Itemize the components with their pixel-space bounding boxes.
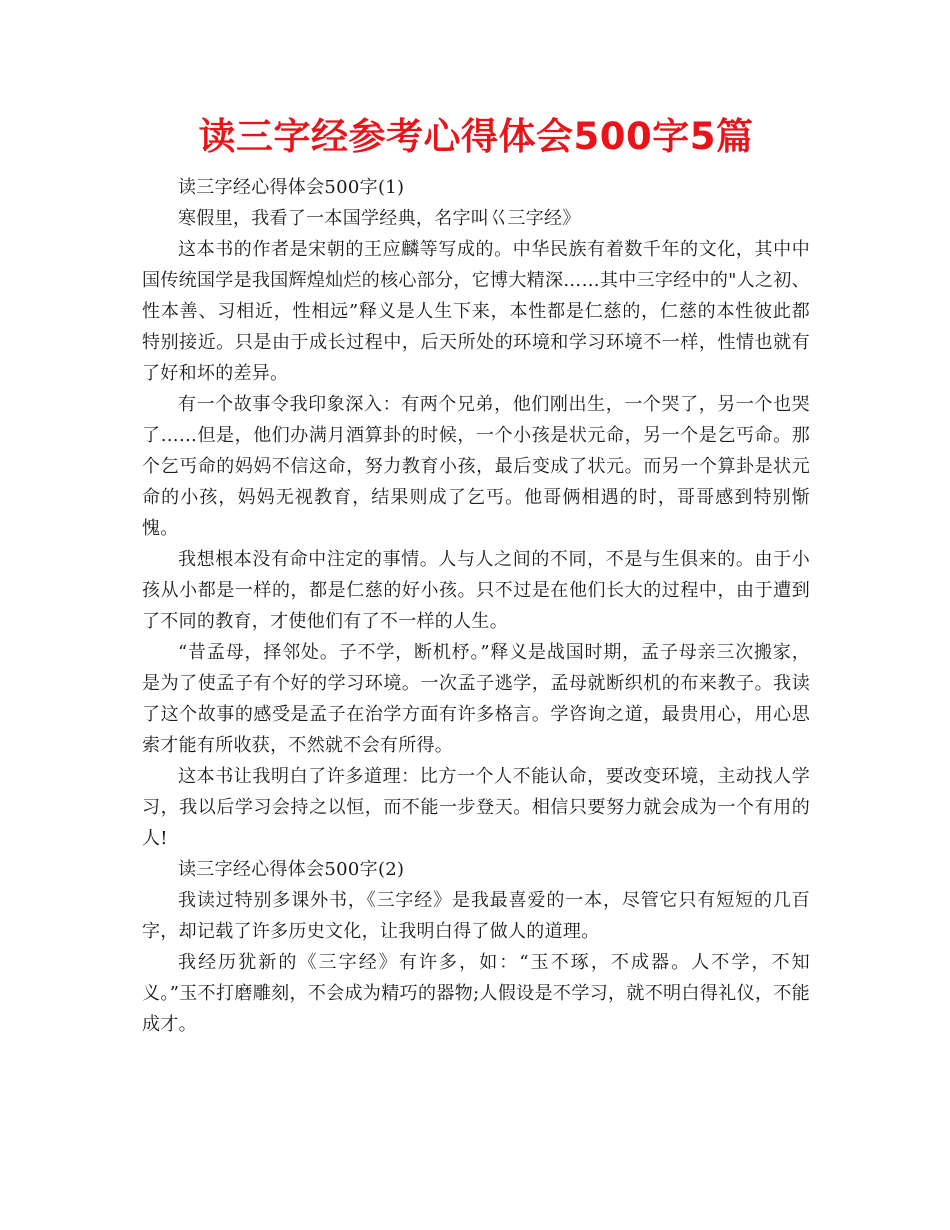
section-heading-1: 读三字经心得体会500字(1) <box>178 177 405 198</box>
paragraph: 这本书的作者是宋朝的王应麟等写成的。中华民族有着数千年的文化，其中中国传统国学是我国辉煌灿烂的核心部分，它博大精深……其中三字经中的"人之初、性本善、习相近，性相远”释义是人生下来，本性都是仁慈的，仁慈的本性彼此都特别接近。只是由于成长过程中，后天所处的环境和学习环境不一样，性情也就有了好和坏的差异。 <box>142 239 810 384</box>
paragraph: 我读过特别多课外书，《三字经》是我最喜爱的一本，尽管它只有短短的几百字，却记载了许多历史文化，让我明白得了做人的道理。 <box>142 890 810 942</box>
paragraph: 有一个故事令我印象深入：有两个兄弟，他们刚出生，一个哭了，另一个也哭了……但是，他们办满月酒算卦的时候，一个小孩是状元命，另一个是乞丐命。那个乞丐命的妈妈不信这命，努力教育小孩，最后变成了状元。而另一个算卦是状元命的小孩，妈妈无视教育，结果则成了乞丐。他哥俩相遇的时，哥哥感到特别惭愧。 <box>142 394 810 539</box>
document-title: 读三字经参考心得体会500字5篇 <box>198 115 754 158</box>
paragraph: 寒假里，我看了一本国学经典，名字叫巜三字经》 <box>178 208 581 229</box>
paragraph: 我想根本没有命中注定的事情。人与人之间的不同，不是与生俱来的。由于小孩从小都是一样的，都是仁慈的好小孩。只不过是在他们长大的过程中，由于遭到了不同的教育，才使他们有了不一样的人生。 <box>142 549 810 632</box>
paragraph: “昔孟母，择邻处。子不学，断机杼。”释义是战国时期，孟子母亲三次搬家，是为了使孟子有个好的学习环境。一次孟子逃学，孟母就断织机的布来教子。我读了这个故事的感受是孟子在治学方面有许多格言。学咨询之道，最贵用心，用心思索才能有所收获，不然就不会有所得。 <box>142 642 810 756</box>
section-heading-2: 读三字经心得体会500字(2) <box>178 859 405 880</box>
paragraph: 我经历犹新的《三字经》有许多，如：“玉不琢，不成器。人不学，不知义。”玉不打磨雕刻，不会成为精巧的器物;人假设是不学习，就不明白得礼仪，不能成才。 <box>142 952 810 1035</box>
paragraph: 这本书让我明白了许多道理：比方一个人不能认命，要改变环境，主动找人学习，我以后学习会持之以恒，而不能一步登天。相信只要努力就会成为一个有用的人! <box>142 766 810 849</box>
document-body <box>142 172 810 1040</box>
